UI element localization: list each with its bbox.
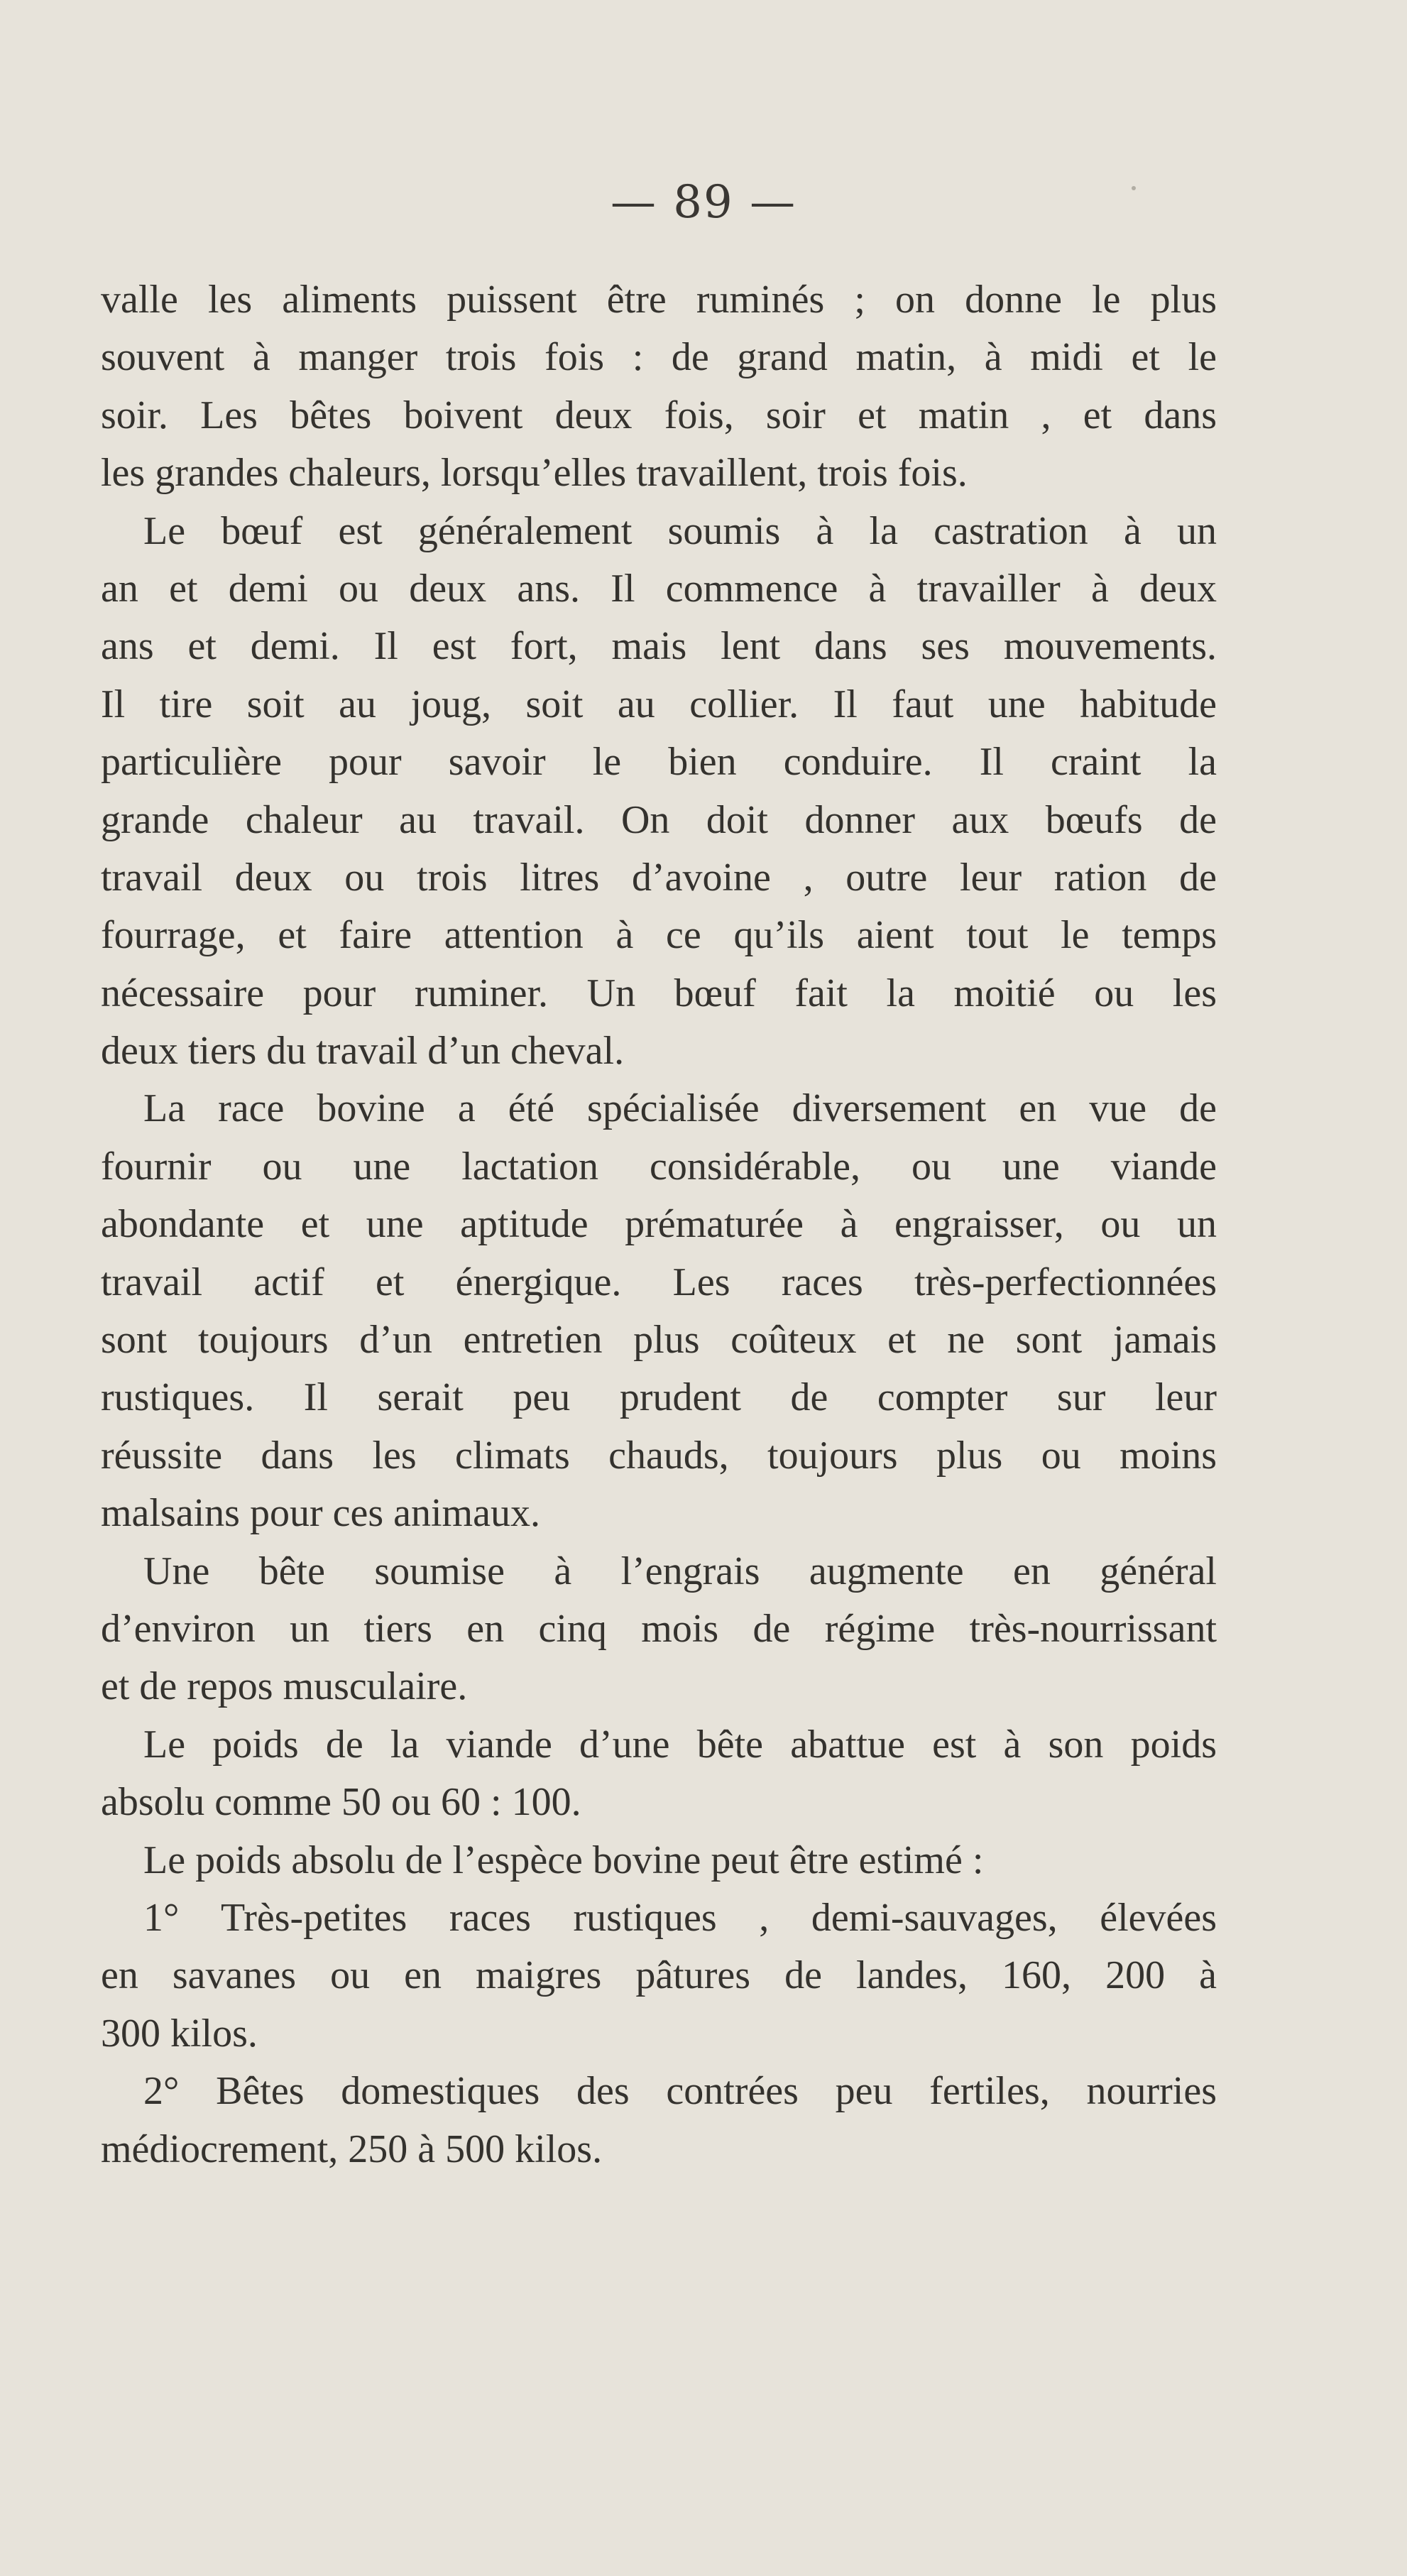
text-line: rustiques. Il serait peu prudent de compter sur leur xyxy=(101,1375,1217,1420)
text-line: fournir ou une lactation considérable, ou une viande xyxy=(101,1144,1217,1189)
text-line: Il tire soit au joug, soit au collier. Il faut une habitude xyxy=(101,682,1217,726)
text-line: 300 kilos. xyxy=(101,2011,258,2056)
text-line: réussite dans les climats chauds, toujours plus ou moins xyxy=(101,1433,1217,1478)
text-line: an et demi ou deux ans. Il commence à travailler à deux xyxy=(101,566,1217,611)
text-line: 1° Très-petites races rustiques , demi-sauvages, élevées xyxy=(143,1895,1217,1940)
text-line: médiocrement, 250 à 500 kilos. xyxy=(101,2127,603,2171)
text-line: travail actif et énergique. Les races très-perfectionnées xyxy=(101,1260,1217,1304)
text-line: Le bœuf est généralement soumis à la castration à un xyxy=(143,508,1217,553)
text-line: ans et demi. Il est fort, mais lent dans ses mouvements. xyxy=(101,624,1217,669)
text-line: d’environ un tiers en cinq mois de régime très-nourrissant xyxy=(101,1606,1217,1651)
text-line: souvent à manger trois fois : de grand matin, à midi et le xyxy=(101,335,1217,380)
text-line: Le poids de la viande d’une bête abattue est à son poids xyxy=(143,1722,1217,1767)
text-line: et de repos musculaire. xyxy=(101,1664,468,1709)
text-line: absolu comme 50 ou 60 : 100. xyxy=(101,1780,581,1825)
text-line: La race bovine a été spécialisée diversement en vue de xyxy=(143,1086,1217,1131)
body-text xyxy=(101,271,1217,2178)
text-line: nécessaire pour ruminer. Un bœuf fait la moitié ou les xyxy=(101,971,1217,1015)
text-line: abondante et une aptitude prématurée à engraisser, ou un xyxy=(101,1202,1217,1247)
text-line: sont toujours d’un entretien plus coûteux et ne sont jamais xyxy=(101,1318,1217,1363)
text-line: malsains pour ces animaux. xyxy=(101,1491,540,1536)
text-line: les grandes chaleurs, lorsqu’elles travaillent, trois fois. xyxy=(101,451,968,496)
text-line: en savanes ou en maigres pâtures de landes, 160, 200 à xyxy=(101,1953,1217,1998)
text-line: grande chaleur au travail. On doit donner aux bœufs de xyxy=(101,797,1217,842)
text-line: deux tiers du travail d’un cheval. xyxy=(101,1029,625,1074)
text-line: 2° Bêtes domestiques des contrées peu fertiles, nourries xyxy=(143,2069,1217,2114)
text-line: Une bête soumise à l’engrais augmente en général xyxy=(143,1549,1217,1593)
text-line: particulière pour savoir le bien conduire. Il craint la xyxy=(101,740,1217,785)
text-line: Le poids absolu de l’espèce bovine peut être estimé : xyxy=(143,1838,984,1882)
text-line: fourrage, et faire attention à ce qu’ils aient tout le temps xyxy=(101,913,1217,958)
text-line: soir. Les bêtes boivent deux fois, soir et matin , et dans xyxy=(101,393,1217,437)
page-number: — 89 — xyxy=(610,176,797,229)
text-line: travail deux ou trois litres d’avoine , outre leur ration de xyxy=(101,855,1217,900)
text-line: valle les aliments puissent être ruminés ; on donne le plus xyxy=(101,278,1217,322)
